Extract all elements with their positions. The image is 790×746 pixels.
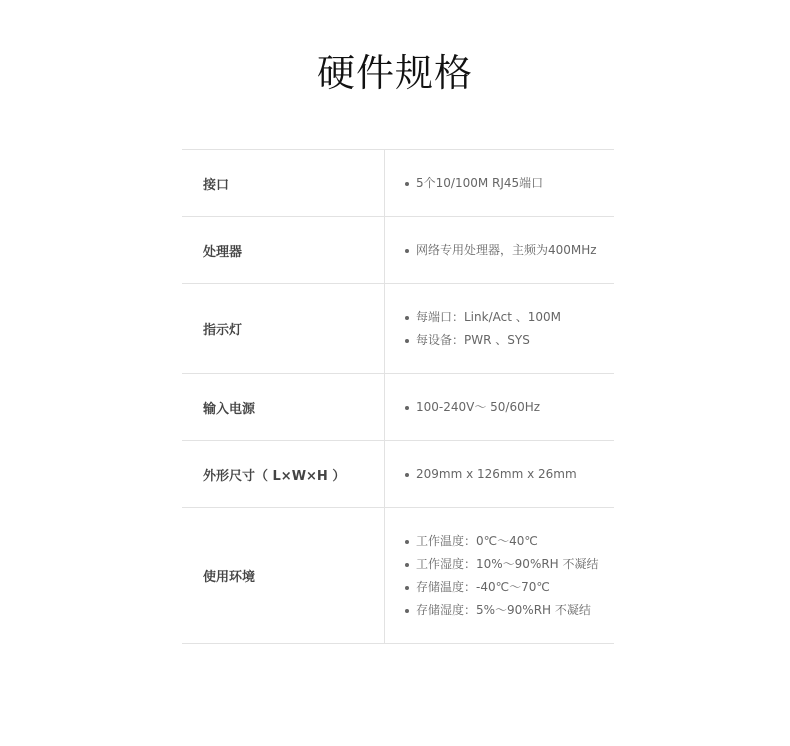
spec-value: 每设备：PWR 、SYS bbox=[405, 329, 614, 352]
spec-value: 存储湿度：5%～90%RH 不凝结 bbox=[405, 599, 614, 622]
spec-values bbox=[385, 284, 614, 373]
spec-row-environment bbox=[182, 508, 614, 644]
spec-value: 209mm x 126mm x 26mm bbox=[405, 463, 614, 486]
spec-value: 工作温度：0℃～40℃ bbox=[405, 530, 614, 553]
spec-value: 工作湿度：10%～90%RH 不凝结 bbox=[405, 553, 614, 576]
spec-label: 指示灯 bbox=[182, 284, 385, 373]
spec-row-dimensions bbox=[182, 441, 614, 508]
spec-values bbox=[385, 441, 614, 507]
spec-table bbox=[182, 149, 614, 644]
spec-label: 接口 bbox=[182, 150, 385, 216]
spec-row-indicators bbox=[182, 284, 614, 374]
spec-label: 使用环境 bbox=[182, 508, 385, 643]
spec-row-processor bbox=[182, 217, 614, 284]
spec-value: 网络专用处理器，主频为400MHz bbox=[405, 239, 614, 262]
spec-label: 输入电源 bbox=[182, 374, 385, 440]
spec-label: 外形尺寸（ L×W×H ） bbox=[182, 441, 385, 507]
spec-value: 100-240V～ 50/60Hz bbox=[405, 396, 614, 419]
spec-values bbox=[385, 217, 614, 283]
spec-row-interface bbox=[182, 150, 614, 217]
page-title: 硬件规格 bbox=[316, 51, 473, 95]
spec-values bbox=[385, 150, 614, 216]
spec-values bbox=[385, 374, 614, 440]
spec-row-power bbox=[182, 374, 614, 441]
spec-value: 每端口：Link/Act 、100M bbox=[405, 306, 614, 329]
spec-value: 存储温度：-40℃～70℃ bbox=[405, 576, 614, 599]
spec-value: 5个10/100M RJ45端口 bbox=[405, 172, 614, 195]
spec-values bbox=[385, 508, 614, 643]
spec-label: 处理器 bbox=[182, 217, 385, 283]
